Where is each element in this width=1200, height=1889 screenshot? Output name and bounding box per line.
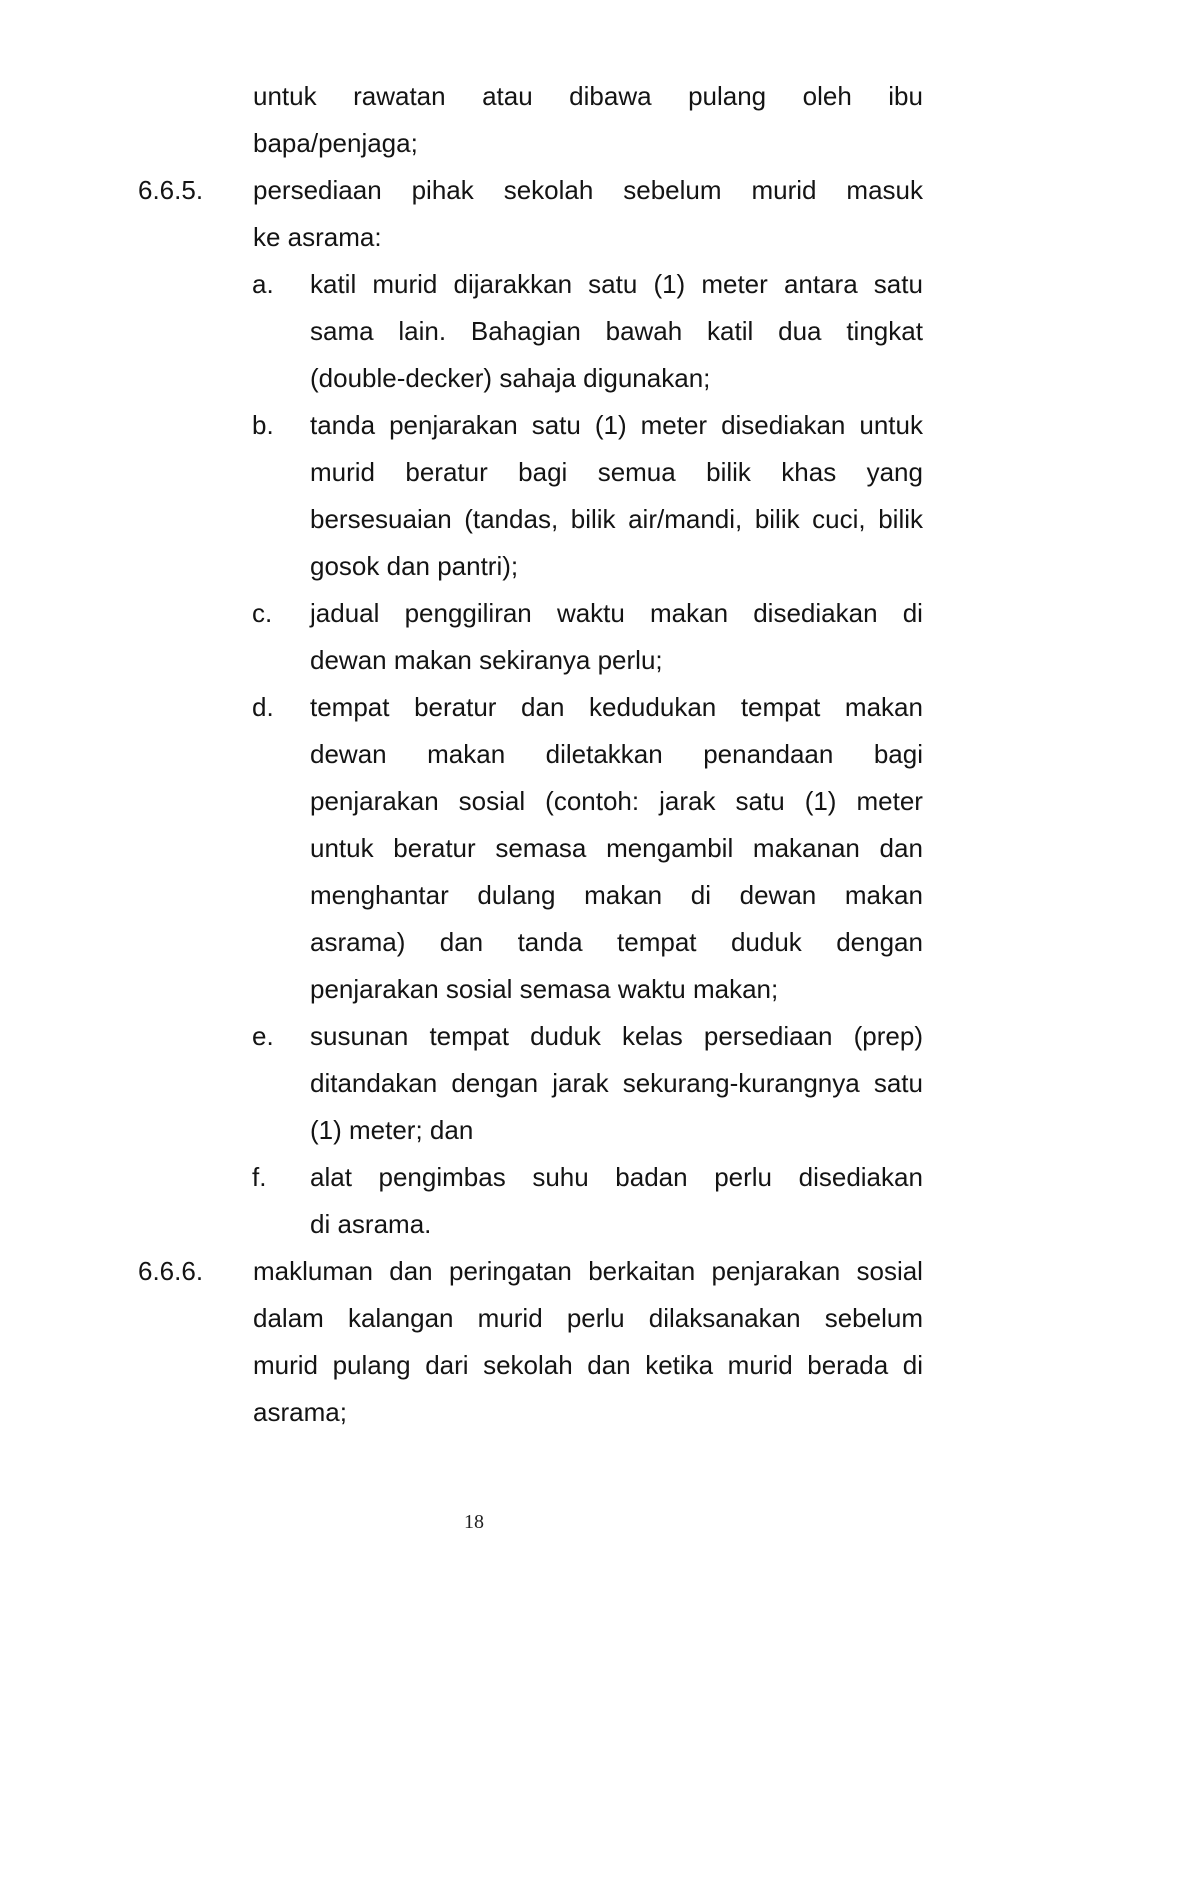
text-line: untuk beratur semasa mengambil makanan dan [310,833,923,863]
text-line: penjarakan sosial semasa waktu makan; [310,974,779,1004]
item-label: c. [252,598,273,628]
text-line: persediaan pihak sekolah sebelum murid masuk [253,175,923,205]
text-line: alat pengimbas suhu badan perlu disediakan [310,1162,923,1192]
text-line: (double-decker) sahaja digunakan; [310,363,711,393]
text-line: menghantar dulang makan di dewan makan [310,880,923,910]
item-label: a. [252,269,274,299]
item-label: 6.6.5. [138,175,204,205]
text-line: tempat beratur dan kedudukan tempat makan [310,692,923,722]
text-line: bersesuaian (tandas, bilik air/mandi, bilik cuci, bilik [310,504,923,534]
text-line: murid pulang dari sekolah dan ketika murid berada di [253,1350,923,1380]
text-line: penjarakan sosial (contoh: jarak satu (1) meter [310,786,923,816]
item-label: f. [252,1162,267,1192]
item-label: b. [252,410,274,440]
text-line: dewan makan diletakkan penandaan bagi [310,739,923,769]
item-label: 6.6.6. [138,1256,204,1286]
text-line: asrama) dan tanda tempat duduk dengan [310,927,923,957]
text-line: dewan makan sekiranya perlu; [310,645,663,675]
text-line: makluman dan peringatan berkaitan penjarakan sosial [253,1256,923,1286]
text-line: di asrama. [310,1209,432,1239]
text-line: gosok dan pantri); [310,551,519,581]
text-line: bapa/penjaga; [253,128,418,158]
text-line: (1) meter; dan [310,1115,474,1145]
text-line: sama lain. Bahagian bawah katil dua tingkat [310,316,923,346]
text-line: murid beratur bagi semua bilik khas yang [310,457,923,487]
text-line: katil murid dijarakkan satu (1) meter antara satu [310,269,923,299]
text-line: untuk rawatan atau dibawa pulang oleh ibu [253,81,923,111]
text-line: tanda penjarakan satu (1) meter disediakan untuk [310,410,923,440]
text-line: asrama; [253,1397,347,1427]
item-label: d. [252,692,274,722]
text-line: ditandakan dengan jarak sekurang-kurangnya satu [310,1068,923,1098]
text-line: dalam kalangan murid perlu dilaksanakan sebelum [253,1303,923,1333]
page-number: 18 [464,1511,484,1533]
text-line: susunan tempat duduk kelas persediaan (prep) [310,1021,923,1051]
text-line: ke asrama: [253,222,382,252]
item-label: e. [252,1021,274,1051]
text-line: jadual penggiliran waktu makan disediakan di [310,598,923,628]
